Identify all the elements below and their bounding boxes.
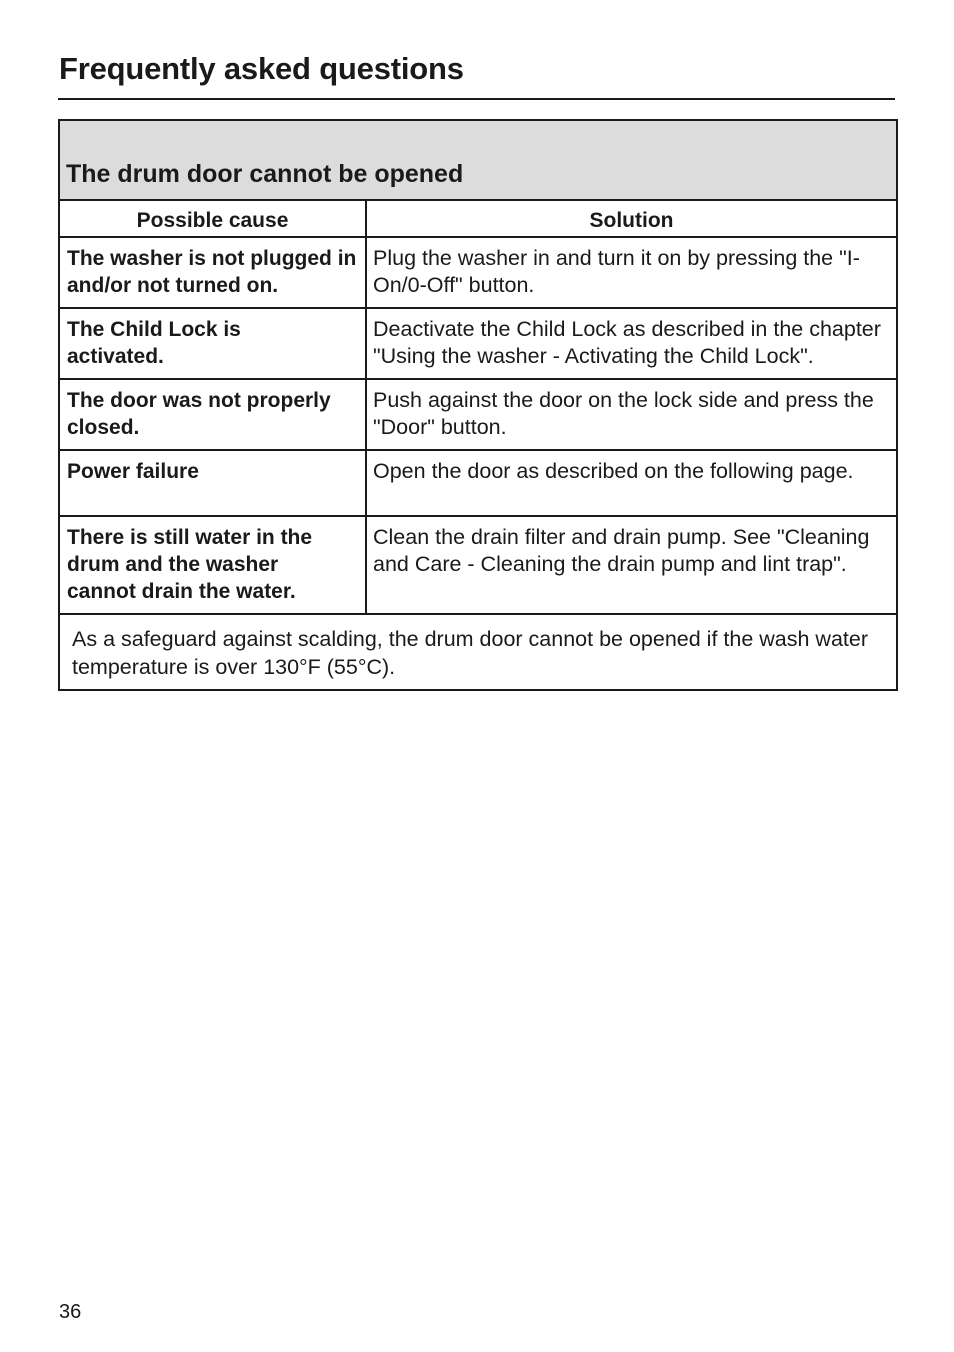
table-header-row <box>59 200 897 237</box>
cause-text: There is still water in the drum and the washer cannot drain the water. <box>67 526 313 603</box>
table-row <box>59 450 897 516</box>
table-row <box>59 379 897 450</box>
page-number: 36 <box>59 1301 82 1323</box>
cause-cell: The washer is not plugged in and/or not turned on. <box>59 237 366 308</box>
section-heading: The drum door cannot be opened <box>59 120 897 200</box>
page-title: Frequently asked questions <box>59 51 464 86</box>
cause-cell <box>59 308 366 379</box>
solution-cell: Deactivate the Child Lock as described in the chapter "Using the washer - Activating the Child Lock". <box>366 308 897 379</box>
title-divider <box>58 98 895 100</box>
column-header-solution: Solution <box>366 200 897 237</box>
cause-text: The Child Lock is activated. <box>67 318 241 368</box>
column-header-cause: Possible cause <box>59 200 366 237</box>
safety-note: As a safeguard against scalding, the drum door cannot be opened if the wash water temperature is over 130°F (55°C). <box>59 614 897 690</box>
table-row <box>59 516 897 614</box>
cause-cell: The door was not properly closed. <box>59 379 366 450</box>
solution-cell: Push against the door on the lock side and press the "Door" button. <box>366 379 897 450</box>
note-row <box>59 614 897 690</box>
solution-cell: Clean the drain filter and drain pump. See "Cleaning and Care - Cleaning the drain pump and lint trap". <box>366 516 897 614</box>
faq-table <box>58 119 898 691</box>
cause-cell: Power failure <box>59 450 366 516</box>
section-heading-row <box>59 120 897 200</box>
table-row <box>59 308 897 379</box>
table-row <box>59 237 897 308</box>
solution-cell: Open the door as described on the following page. <box>366 450 897 516</box>
cause-cell <box>59 516 366 614</box>
solution-cell: Plug the washer in and turn it on by pressing the "I-On/0-Off" button. <box>366 237 897 308</box>
